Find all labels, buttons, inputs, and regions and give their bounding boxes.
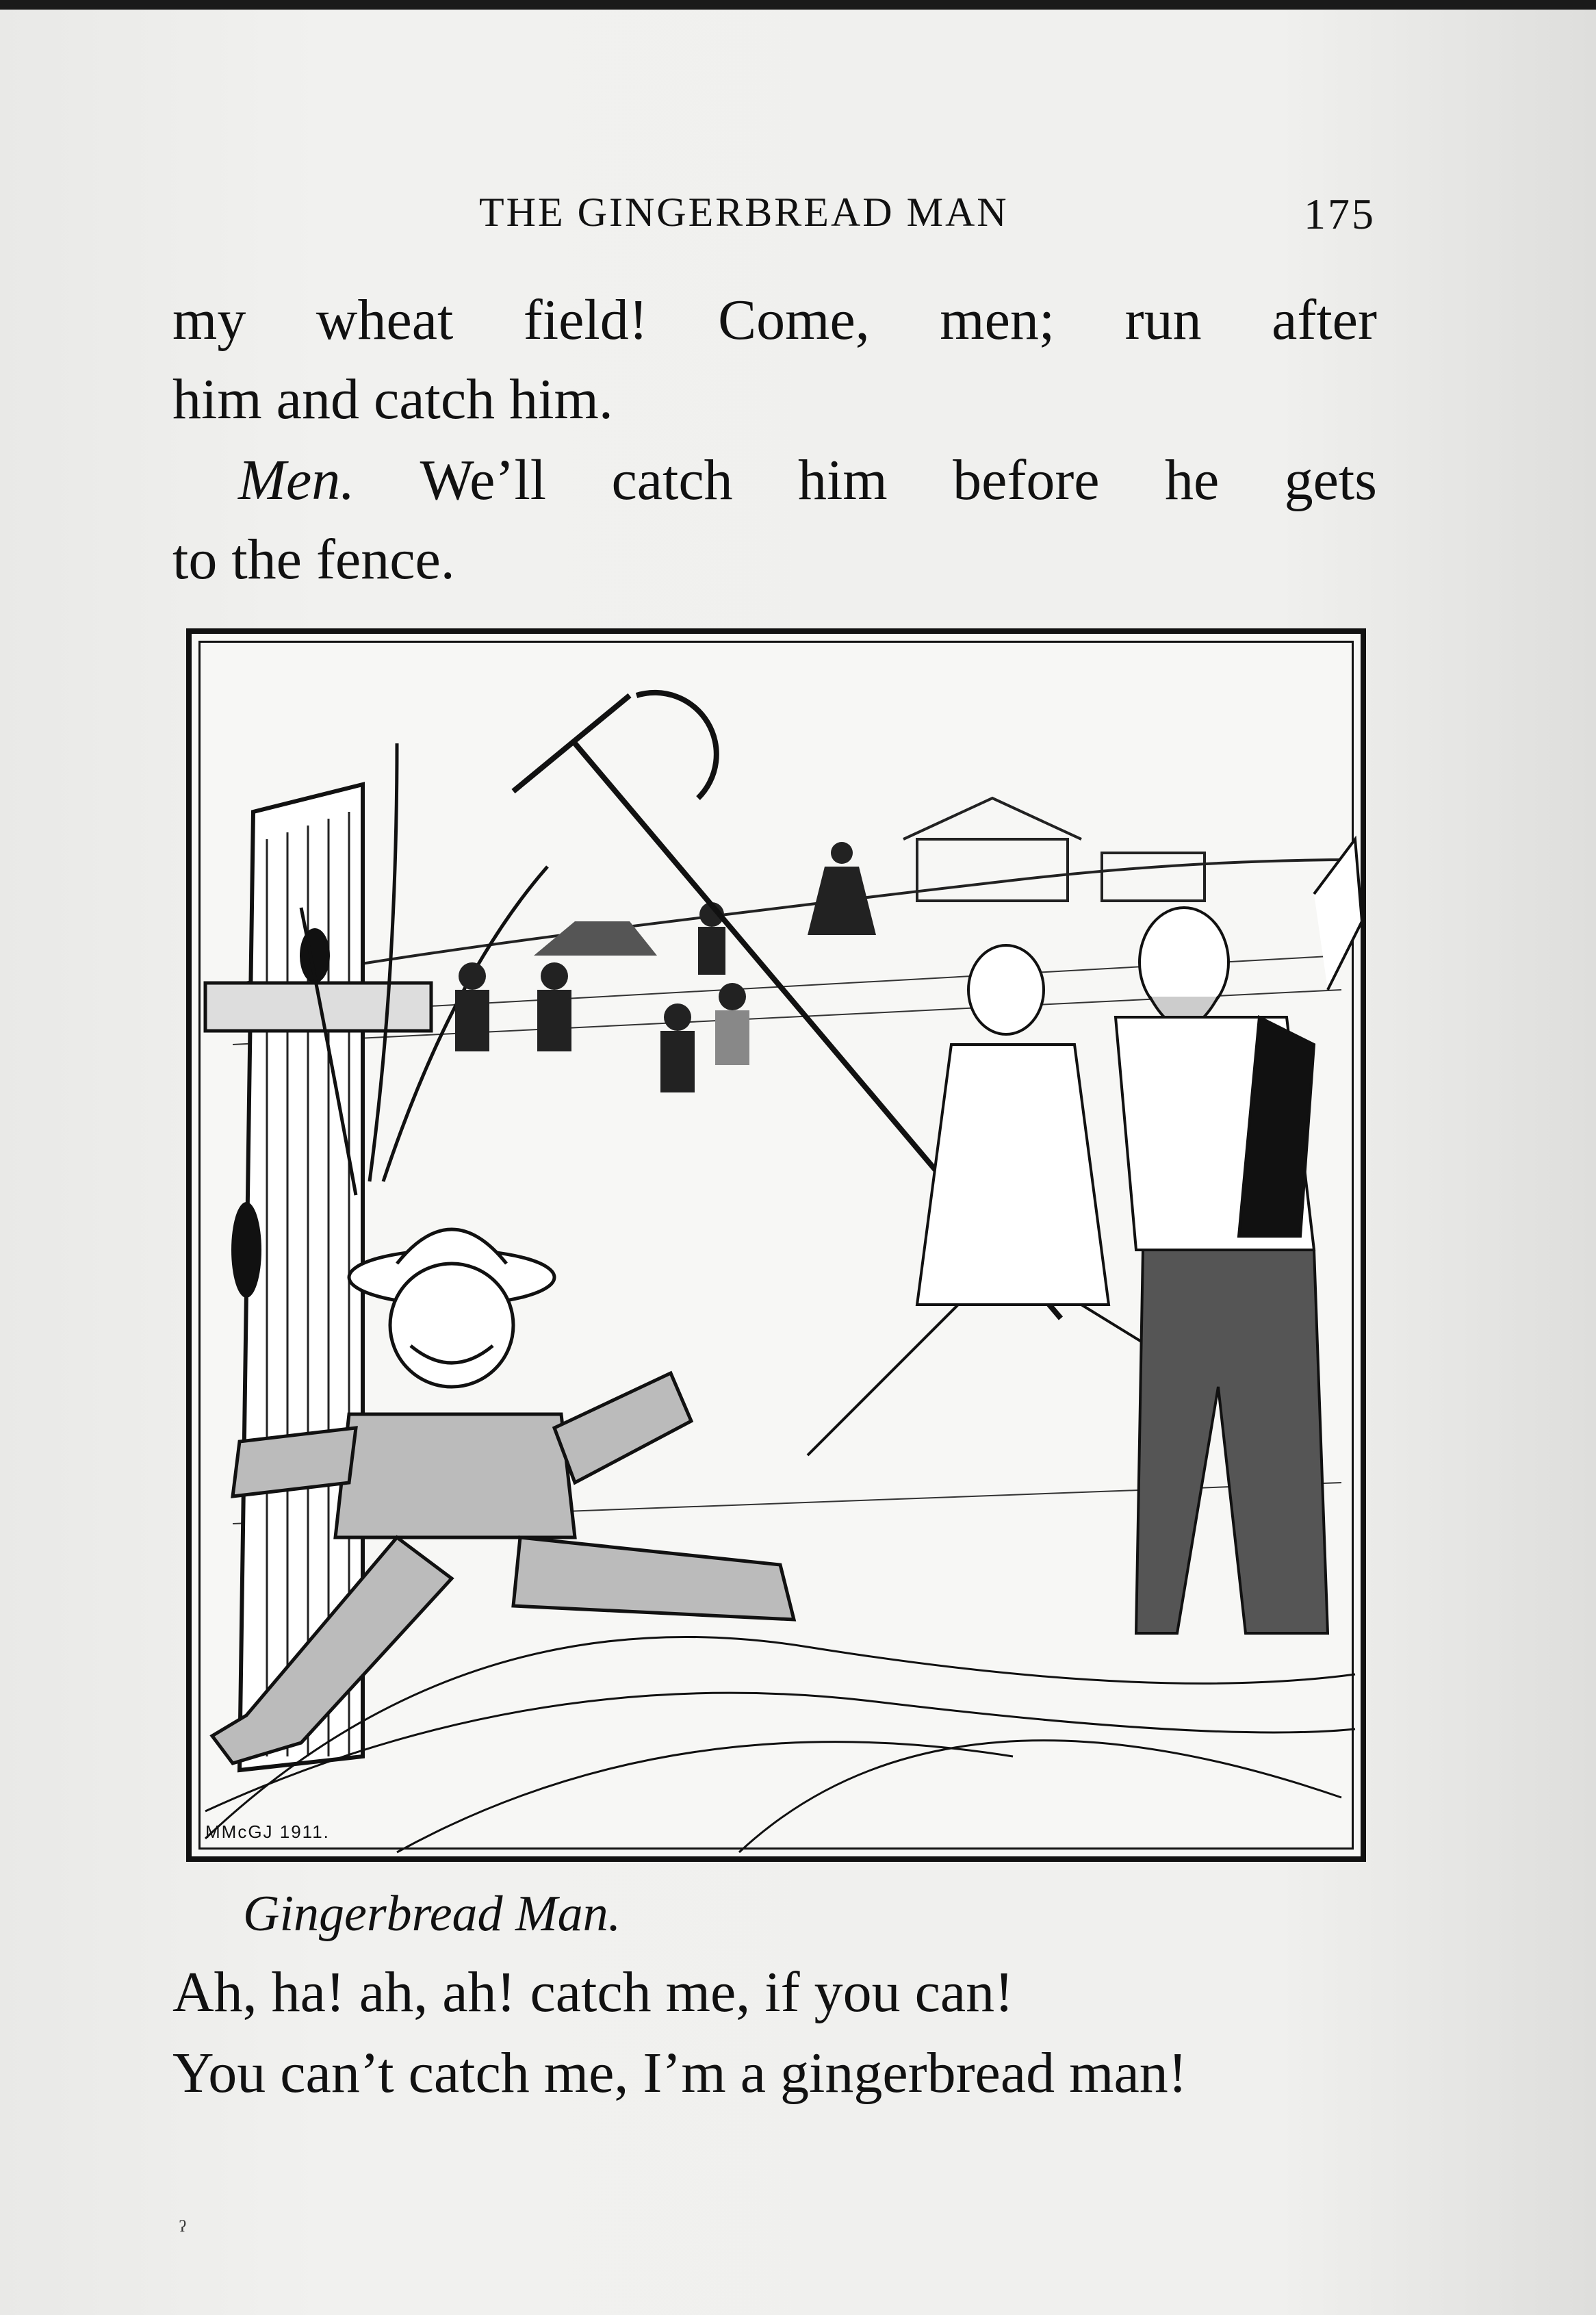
word: Come, [718, 288, 870, 352]
word: him [798, 448, 888, 512]
text-line-2: him and catch him. [172, 368, 613, 431]
word: after [1272, 288, 1377, 352]
word: my [172, 288, 246, 352]
word: catch [611, 448, 733, 512]
running-head-title: THE GINGERBREAD MAN [479, 190, 1009, 235]
word: men; [940, 288, 1055, 352]
illustration-plate [186, 628, 1366, 1862]
scan-top-edge [0, 0, 1596, 10]
speaker-label: Men. [238, 448, 355, 512]
word: We’ll [420, 448, 547, 512]
word: before [953, 448, 1100, 512]
old-farmer [1116, 839, 1362, 1633]
farmhouse [903, 798, 1205, 901]
text-line-1 [172, 288, 1377, 352]
stray-mark: ˀ [179, 2214, 186, 2245]
running-children [455, 842, 876, 1092]
foreground-grass [205, 1637, 1355, 1852]
book-page [0, 10, 1596, 2315]
verse-line-1: Ah, ha! ah, ah! catch me, if you can! [172, 1960, 1014, 2024]
word: he [1164, 448, 1220, 512]
illustration-drawing [192, 634, 1372, 1867]
artist-signature: MMcGJ 1911. [205, 1821, 330, 1842]
word: field! [523, 288, 648, 352]
text-line-4: to the fence. [172, 528, 455, 591]
text-line-3 [238, 448, 1377, 512]
caption-speaker: Gingerbread Man. [243, 1886, 621, 1942]
word: run [1124, 288, 1202, 352]
page-number: 175 [1304, 190, 1376, 238]
word: gets [1284, 448, 1377, 512]
word: wheat [316, 288, 454, 352]
verse-line-2: You can’t catch me, I’m a gingerbread man! [172, 2041, 1187, 2105]
